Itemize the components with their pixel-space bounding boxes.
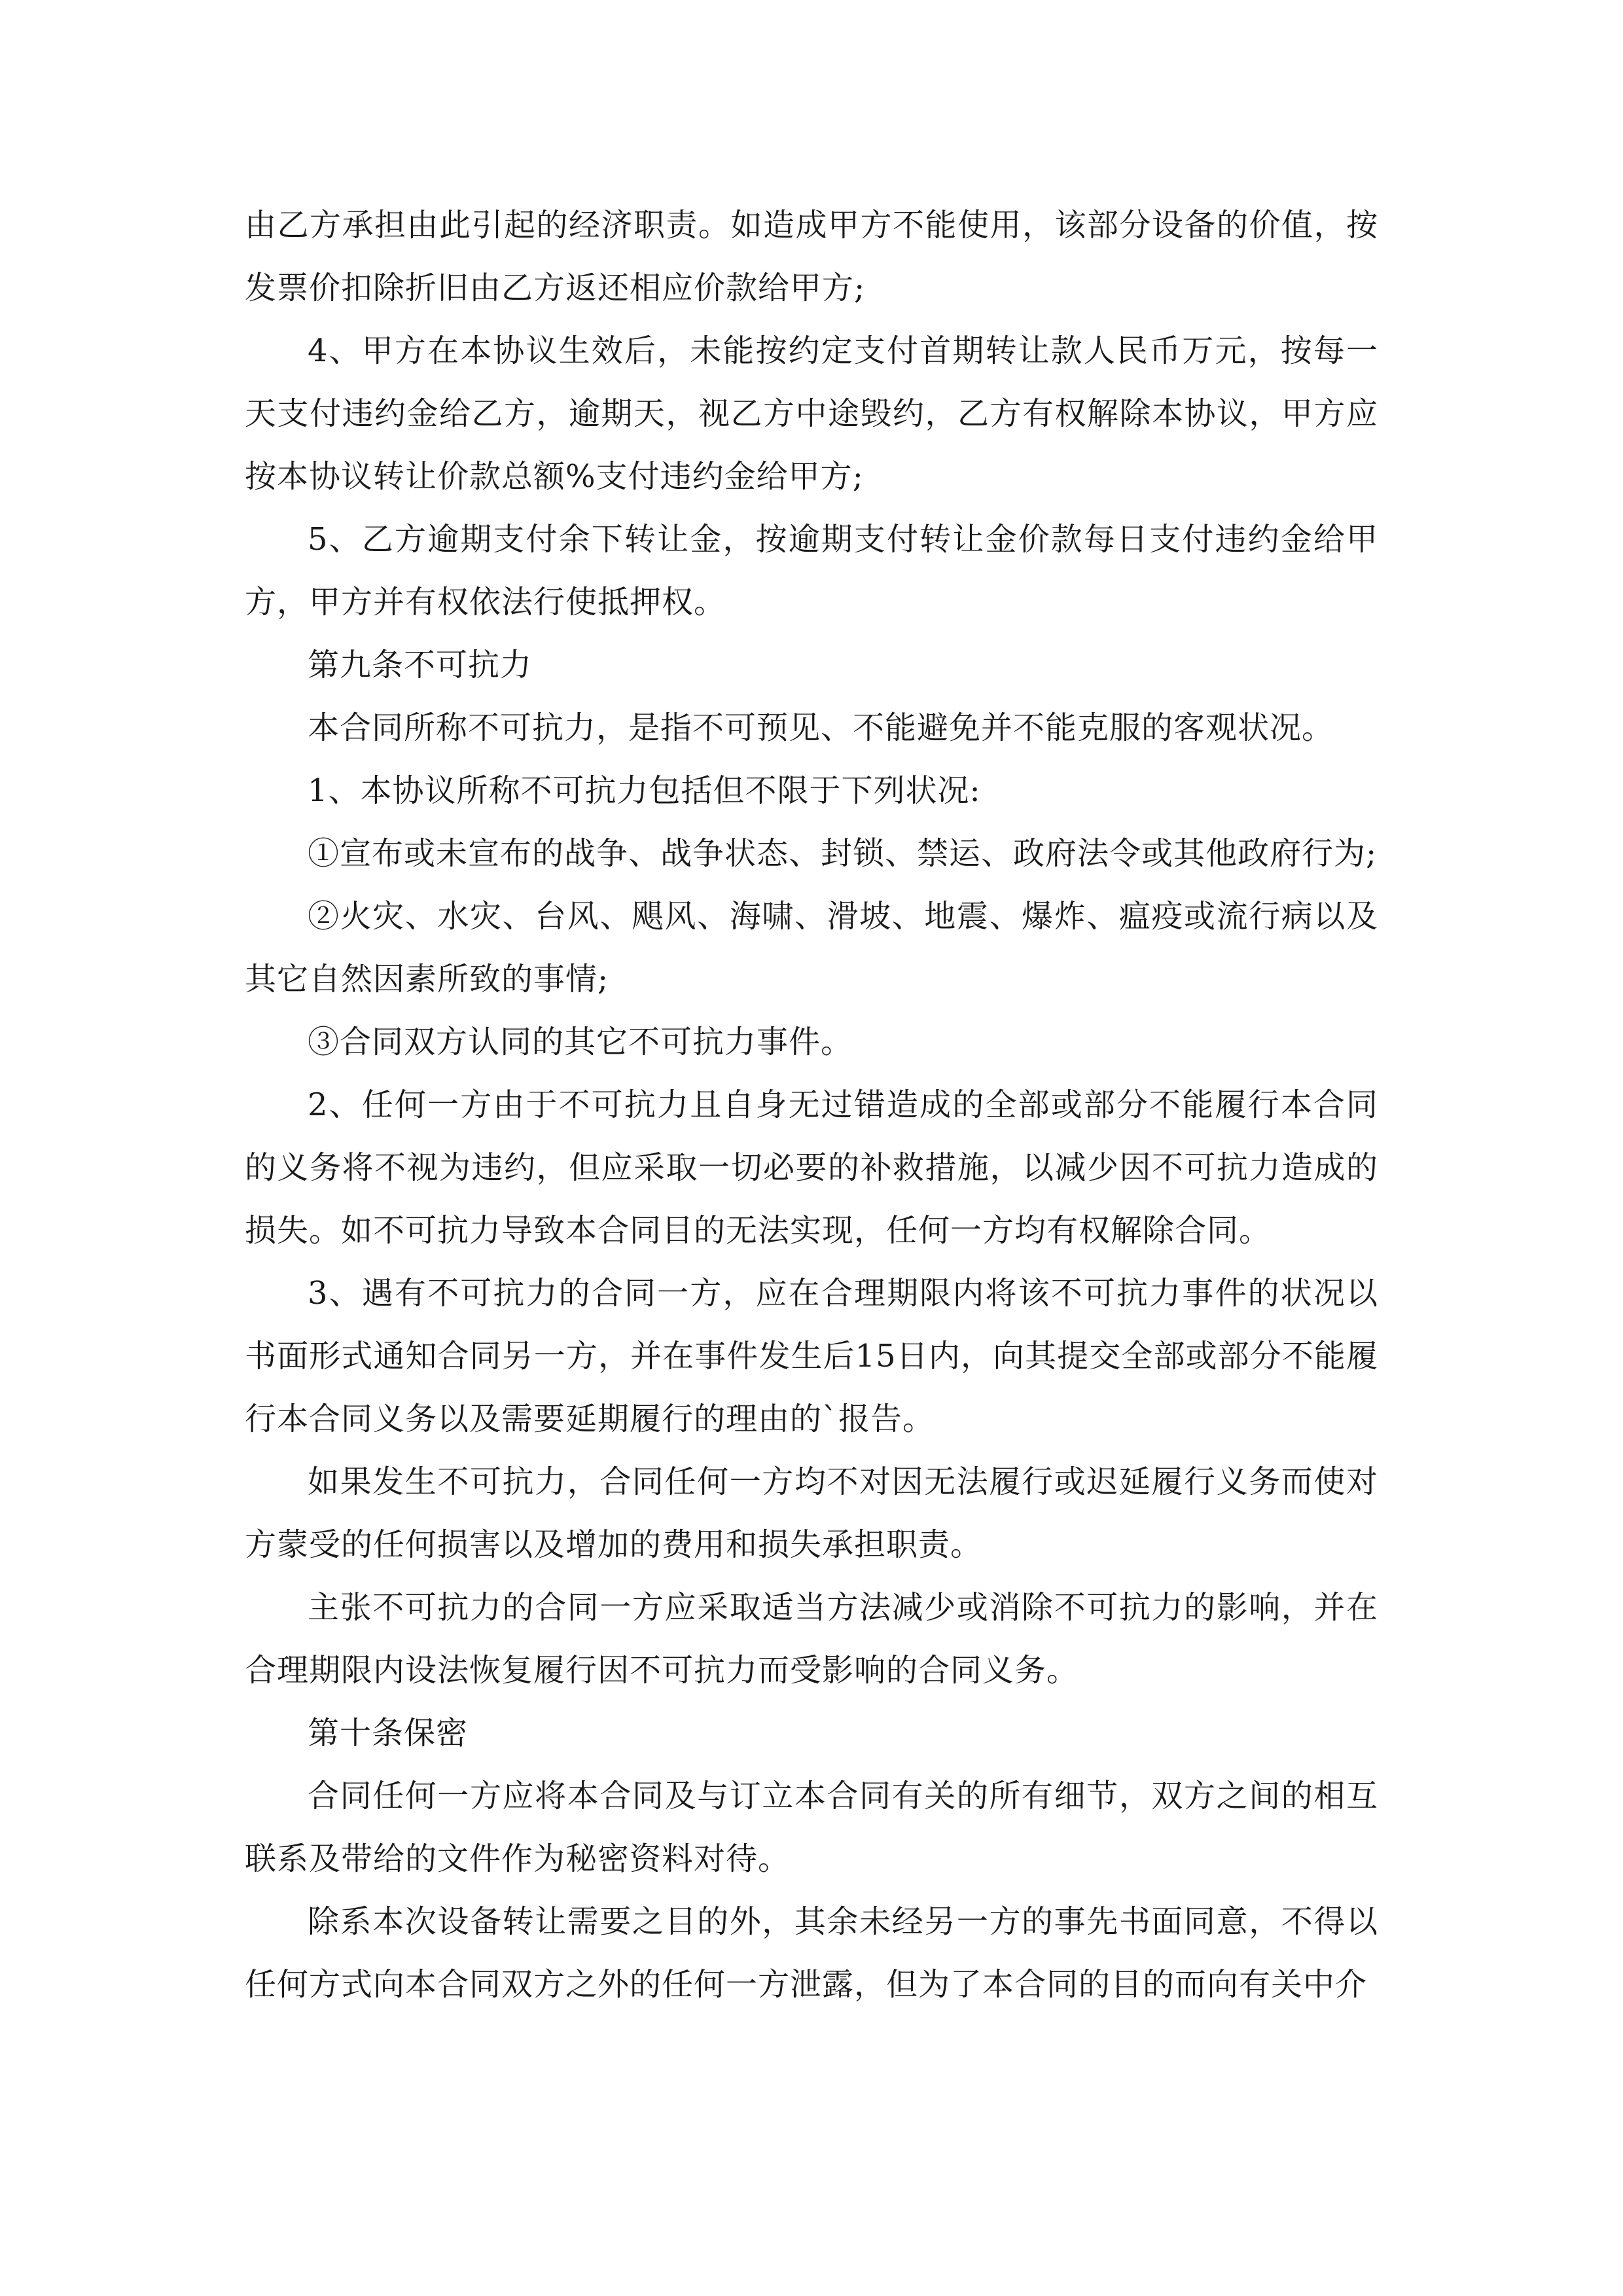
paragraph-confidentiality-1: 合同任何一方应将本合同及与订立本合同有关的所有细节，双方之间的相互联系及带给的文件作为秘密资料对待。 bbox=[245, 1778, 1378, 1877]
paragraph-force-majeure-2: 2、任何一方由于不可抗力且自身无过错造成的全部或部分不能履行本合同的义务将不视为违约，但应采取一切必要的补救措施，以减少因不可抗力造成的损失。如不可抗力导致本合同目的无法实现，任何一方均有权解除合同。 bbox=[245, 1086, 1378, 1249]
paragraph-force-majeure-1a: ①宣布或未宣布的战争、战争状态、封锁、禁运、政府法令或其他政府行为; bbox=[308, 835, 1378, 872]
paragraph-force-majeure-mitigation: 主张不可抗力的合同一方应采取适当方法减少或消除不可抗力的影响，并在合理期限内设法恢复履行因不可抗力而受影响的合同义务。 bbox=[245, 1589, 1378, 1689]
paragraph-force-majeure-1c: ③合同双方认同的其它不可抗力事件。 bbox=[308, 1024, 853, 1060]
paragraph-item-4: 4、甲方在本协议生效后，未能按约定支付首期转让款人民币万元，按每一天支付违约金给乙方，逾期天，视乙方中途毁约，乙方有权解除本协议，甲方应按本协议转让价款总额%支付违约金给甲方; bbox=[245, 332, 1378, 495]
paragraph-force-majeure-3: 3、遇有不可抗力的合同一方，应在合理期限内将该不可抗力事件的状况以书面形式通知合同另一方，并在事件发生后15日内，向其提交全部或部分不能履行本合同义务以及需要延期履行的理由的`报告。 bbox=[245, 1275, 1378, 1437]
document-body bbox=[245, 194, 1378, 2016]
paragraph-force-majeure-1b: ②火灾、水灾、台风、飓风、海啸、滑坡、地震、爆炸、瘟疫或流行病以及其它自然因素所致的事情; bbox=[245, 898, 1378, 997]
paragraph-force-majeure-definition: 本合同所称不可抗力，是指不可预见、不能避免并不能克服的客观状况。 bbox=[308, 709, 1334, 746]
heading-article-10: 第十条保密 bbox=[308, 1715, 469, 1751]
paragraph-confidentiality-2: 除系本次设备转让需要之目的外，其余未经另一方的事先书面同意，不得以任何方式向本合同双方之外的任何一方泄露，但为了本合同的目的而向有关中介 bbox=[245, 1903, 1378, 2003]
heading-article-9: 第九条不可抗力 bbox=[308, 647, 533, 683]
paragraph-force-majeure-liability: 如果发生不可抗力，合同任何一方均不对因无法履行或迟延履行义务而使对方蒙受的任何损害以及增加的费用和损失承担职责。 bbox=[245, 1463, 1378, 1563]
paragraph-item-5: 5、乙方逾期支付余下转让金，按逾期支付转让金价款每日支付违约金给甲方，甲方并有权依法行使抵押权。 bbox=[245, 521, 1378, 620]
paragraph-continuation: 由乙方承担由此引起的经济职责。如造成甲方不能使用，该部分设备的价值，按发票价扣除折旧由乙方返还相应价款给甲方; bbox=[245, 207, 1378, 306]
paragraph-force-majeure-1: 1、本协议所称不可抗力包括但不限于下列状况: bbox=[308, 772, 981, 809]
